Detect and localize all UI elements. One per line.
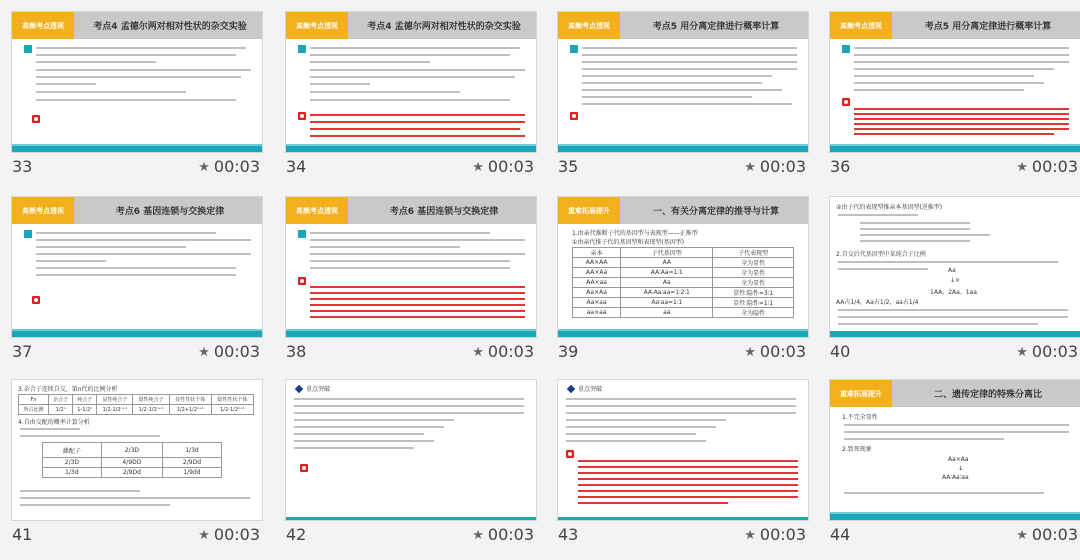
- slide-title: 考点4 孟德尔两对相对性状的杂交实验: [93, 22, 247, 32]
- answer-line: [310, 316, 525, 318]
- text-line: [310, 99, 510, 101]
- answer-line: [310, 298, 525, 300]
- question-icon: [298, 230, 306, 238]
- star-icon: ★: [744, 528, 756, 543]
- genotype-table: 亲本 子代基因型 子代表现型 AA×AA AA 全为显性 AA×Aa AA∶Aa=1∶1 全为显性 AA×aa Aa 全为显性 Aa×Aa AA∶Aa∶aa=1∶2∶1 显性∶隐性=3∶1 Aa×aa Aa∶aa=1∶1 显性∶隐性=1∶1 aa×aa aa 全为隐性: [572, 247, 794, 318]
- slide-title: 考点4 孟德尔两对相对性状的杂交实验: [367, 22, 521, 32]
- text-line: [566, 440, 706, 442]
- text-line: [36, 232, 216, 234]
- text-line: [310, 239, 525, 241]
- text-line: [844, 431, 1069, 433]
- text-line: [36, 239, 251, 241]
- slide-badge: 重难拓展提升: [830, 380, 892, 407]
- slide-preview: [830, 12, 1080, 152]
- slide-duration: ★ 00:03: [744, 342, 806, 361]
- slide-preview: [286, 12, 536, 152]
- slide-duration: ★ 00:03: [472, 342, 534, 361]
- slide-thumbnail-43[interactable]: [558, 380, 808, 560]
- footer-bar: [830, 331, 1080, 337]
- text-line: [36, 99, 236, 101]
- slide-duration: ★ 00:03: [198, 342, 260, 361]
- slide-preview: [558, 197, 808, 337]
- text-line: [854, 68, 1054, 70]
- slide-preview: [12, 197, 262, 337]
- answer-line: [310, 121, 525, 123]
- footer-bar: [558, 331, 808, 337]
- text-line: [854, 47, 1069, 49]
- slide-duration: ★ 00:03: [198, 525, 260, 544]
- text-line: [310, 267, 510, 269]
- slide-text: 2.致死现象: [842, 446, 872, 453]
- text-line: [294, 419, 454, 421]
- answer-line: [310, 310, 525, 312]
- text-line: [310, 61, 430, 63]
- footer-bar: [830, 514, 1080, 520]
- slide-number: 34: [286, 157, 307, 176]
- slide-thumbnail-33[interactable]: [12, 12, 262, 192]
- slide-number: 40: [830, 342, 851, 361]
- text-line: [566, 412, 796, 414]
- text-line: [582, 47, 797, 49]
- slide-text: 2.自交后代基因型中某纯合子比例: [836, 251, 926, 258]
- slide-duration: ★ 00:03: [744, 157, 806, 176]
- text-line: [860, 222, 970, 224]
- formula-text: Aa: [948, 267, 956, 274]
- text-line: [582, 61, 797, 63]
- text-line: [838, 268, 928, 270]
- slide-number: 39: [558, 342, 579, 361]
- slide-preview: [12, 12, 262, 152]
- slide-title: 考点6 基因连锁与交换定律: [389, 207, 499, 217]
- answer-line: [310, 304, 525, 306]
- text-line: [854, 89, 1024, 91]
- answer-icon: [298, 277, 306, 285]
- text-line: [838, 323, 1038, 325]
- table-header: 子代表现型: [713, 248, 794, 258]
- text-line: [838, 261, 1058, 263]
- text-line: [582, 103, 792, 105]
- text-line: [860, 240, 970, 242]
- star-icon: ★: [198, 345, 210, 360]
- answer-line: [578, 472, 798, 474]
- footer-bar: [286, 517, 536, 520]
- slide-number: 41: [12, 525, 33, 544]
- slide-preview: [286, 197, 536, 337]
- slide-title: 重点突破: [578, 386, 603, 393]
- text-line: [310, 69, 525, 71]
- text-line: [36, 246, 186, 248]
- star-icon: ★: [1016, 345, 1028, 360]
- text-line: [36, 76, 241, 78]
- slide-thumbnail-40[interactable]: [830, 197, 1080, 377]
- slide-badge: 高频考点透视: [830, 12, 892, 39]
- slide-duration: ★ 00:03: [198, 157, 260, 176]
- slide-duration: ★ 00:03: [1016, 525, 1078, 544]
- text-line: [36, 54, 236, 56]
- slide-text: AA占1/4，Aa占1/2，aa占1/4: [836, 299, 919, 306]
- slide-badge: 高频考点透视: [12, 197, 74, 224]
- slide-thumbnail-39[interactable]: [558, 197, 808, 377]
- formula-text: AA∶Aa∶aa: [942, 474, 969, 481]
- slide-number: 38: [286, 342, 307, 361]
- text-line: [582, 89, 782, 91]
- slide-number: 44: [830, 525, 851, 544]
- slide-title: 一、有关分离定律的推导与计算: [652, 207, 779, 217]
- ratio-table: Fn 杂合子 纯合子 显性纯合子 隐性纯合子 显性性状个体 隐性性状个体 所占比例 1/2ⁿ 1-1/2ⁿ 1/2-1/2ⁿ⁺¹ 1/2-1/2ⁿ⁺¹ 1/2+1/2ⁿ⁺¹ 1/2-1/2ⁿ⁺¹: [18, 394, 254, 415]
- slide-duration: ★ 00:03: [472, 157, 534, 176]
- star-icon: ★: [744, 345, 756, 360]
- slide-preview: [558, 12, 808, 152]
- text-line: [310, 91, 460, 93]
- star-icon: ★: [472, 160, 484, 175]
- question-icon: [24, 45, 32, 53]
- slide-thumbnail-38[interactable]: [286, 197, 536, 377]
- answer-line: [854, 133, 1054, 135]
- star-icon: ★: [198, 528, 210, 543]
- text-line: [20, 497, 250, 499]
- answer-icon: [842, 98, 850, 106]
- text-line: [294, 447, 414, 449]
- text-line: [36, 83, 96, 85]
- slide-number: 42: [286, 525, 307, 544]
- slide-number: 33: [12, 157, 33, 176]
- text-line: [582, 68, 797, 70]
- answer-line: [854, 118, 1069, 120]
- table-header: 子代基因型: [621, 248, 713, 258]
- text-line: [838, 309, 1068, 311]
- star-icon: ★: [744, 160, 756, 175]
- star-icon: ★: [472, 345, 484, 360]
- formula-text: Aa×Aa: [948, 456, 969, 463]
- text-line: [310, 47, 520, 49]
- slide-badge: 高频考点透视: [286, 197, 348, 224]
- footer-bar: [12, 331, 262, 337]
- star-icon: ★: [198, 160, 210, 175]
- text-line: [860, 228, 970, 230]
- answer-line: [578, 502, 728, 504]
- slide-thumbnail-44[interactable]: [830, 380, 1080, 560]
- slide-thumbnail-41[interactable]: [12, 380, 262, 560]
- slide-duration: ★ 00:03: [744, 525, 806, 544]
- footer-bar: [286, 146, 536, 152]
- slide-text: 3.杂合子连续自交，第n代的比例分析: [18, 386, 118, 393]
- slide-title: 二、遗传定律的特殊分离比: [933, 390, 1042, 400]
- slide-text: ①由亲代推子代的基因型和表现型(基因型): [572, 239, 685, 246]
- answer-line: [578, 490, 798, 492]
- slide-duration: ★ 00:03: [1016, 342, 1078, 361]
- text-line: [36, 61, 156, 63]
- slide-thumbnail-34[interactable]: [286, 12, 536, 192]
- footer-bar: [830, 146, 1080, 152]
- text-line: [854, 82, 1044, 84]
- text-line: [36, 47, 246, 49]
- answer-line: [578, 484, 798, 486]
- slide-badge: 高频考点透视: [12, 12, 74, 39]
- text-line: [310, 232, 490, 234]
- text-line: [36, 91, 186, 93]
- text-line: [310, 54, 510, 56]
- slide-thumbnail-37[interactable]: [12, 197, 262, 377]
- text-line: [36, 253, 251, 255]
- slide-thumbnail-35[interactable]: [558, 12, 808, 192]
- text-line: [20, 435, 160, 437]
- slide-duration: ★ 00:03: [1016, 157, 1078, 176]
- slide-number: 36: [830, 157, 851, 176]
- formula-text: 1AA、2Aa、1aa: [930, 289, 977, 296]
- text-line: [294, 412, 524, 414]
- slide-title: 考点5 用分离定律进行概率计算: [924, 22, 1052, 32]
- slide-preview: [830, 197, 1080, 337]
- slide-title: 重点突破: [306, 386, 331, 393]
- slide-text: 1.由亲代推断子代的基因型与表现型——正推型: [572, 230, 698, 237]
- arrow-icon: ↓×: [950, 277, 961, 284]
- answer-line: [578, 496, 798, 498]
- star-icon: ★: [472, 528, 484, 543]
- text-line: [582, 82, 762, 84]
- slide-text: 1.不完全显性: [842, 414, 878, 421]
- slide-thumbnail-42[interactable]: [286, 380, 536, 560]
- text-line: [844, 438, 1004, 440]
- text-line: [582, 96, 752, 98]
- text-line: [838, 214, 918, 216]
- answer-line: [578, 460, 798, 462]
- text-line: [566, 405, 796, 407]
- question-icon: [298, 45, 306, 53]
- answer-line: [854, 108, 1069, 110]
- text-line: [36, 267, 236, 269]
- text-line: [582, 54, 797, 56]
- question-icon: [24, 230, 32, 238]
- slide-preview: [558, 380, 808, 520]
- text-line: [844, 424, 1069, 426]
- diamond-icon: [295, 385, 303, 393]
- answer-icon: [32, 296, 40, 304]
- text-line: [854, 75, 1034, 77]
- answer-icon: [570, 112, 578, 120]
- slide-number: 43: [558, 525, 579, 544]
- answer-icon: [32, 115, 40, 123]
- text-line: [844, 492, 1044, 494]
- text-line: [20, 504, 170, 506]
- answer-line: [854, 113, 1069, 115]
- slide-number: 37: [12, 342, 33, 361]
- answer-line: [578, 466, 798, 468]
- text-line: [310, 253, 525, 255]
- text-line: [854, 61, 1069, 63]
- answer-line: [854, 123, 1069, 125]
- gamete-table: 雌配子 2/3D 1/3d 2/3D 4/9DD 2/9Dd 1/3d 2/9Dd 1/9dd: [42, 442, 222, 478]
- answer-line: [310, 286, 525, 288]
- text-line: [20, 490, 140, 492]
- text-line: [310, 83, 370, 85]
- answer-line: [310, 135, 525, 137]
- answer-icon: [300, 464, 308, 472]
- text-line: [294, 440, 434, 442]
- text-line: [566, 426, 716, 428]
- slide-number: 35: [558, 157, 579, 176]
- slide-badge: 高频考点透视: [558, 12, 620, 39]
- slide-title: 考点5 用分离定律进行概率计算: [652, 22, 780, 32]
- footer-bar: [558, 517, 808, 520]
- answer-line: [578, 478, 798, 480]
- text-line: [860, 234, 990, 236]
- answer-icon: [566, 450, 574, 458]
- answer-line: [310, 114, 525, 116]
- text-line: [566, 433, 696, 435]
- answer-line: [854, 128, 1069, 130]
- answer-icon: [298, 112, 306, 120]
- text-line: [294, 405, 524, 407]
- text-line: [294, 426, 444, 428]
- slide-text: ②由子代的表现型推亲本基因型(逆推型): [836, 204, 943, 211]
- footer-bar: [286, 331, 536, 337]
- text-line: [310, 260, 510, 262]
- text-line: [36, 260, 106, 262]
- diamond-icon: [567, 385, 575, 393]
- arrow-icon: ↓: [958, 465, 964, 472]
- slide-preview: [286, 380, 536, 520]
- text-line: [310, 76, 515, 78]
- answer-line: [310, 292, 525, 294]
- footer-bar: [12, 146, 262, 152]
- slide-duration: ★ 00:03: [472, 525, 534, 544]
- star-icon: ★: [1016, 528, 1028, 543]
- slide-preview: [12, 380, 262, 520]
- text-line: [854, 54, 1069, 56]
- slide-preview: [830, 380, 1080, 520]
- text-line: [36, 274, 236, 276]
- text-line: [20, 428, 80, 430]
- text-line: [310, 246, 460, 248]
- slide-badge: 重难拓展提升: [558, 197, 620, 224]
- answer-line: [310, 128, 520, 130]
- slide-text: 4.自由交配的概率计算分析: [18, 419, 90, 426]
- footer-bar: [558, 146, 808, 152]
- text-line: [838, 316, 1068, 318]
- text-line: [566, 398, 796, 400]
- slide-badge: 高频考点透视: [286, 12, 348, 39]
- question-icon: [570, 45, 578, 53]
- text-line: [36, 69, 251, 71]
- question-icon: [842, 45, 850, 53]
- text-line: [294, 398, 524, 400]
- text-line: [294, 433, 424, 435]
- text-line: [566, 419, 726, 421]
- table-header: 亲本: [573, 248, 621, 258]
- slide-thumbnail-36[interactable]: [830, 12, 1080, 192]
- text-line: [582, 75, 772, 77]
- star-icon: ★: [1016, 160, 1028, 175]
- slide-title: 考点6 基因连锁与交换定律: [115, 207, 225, 217]
